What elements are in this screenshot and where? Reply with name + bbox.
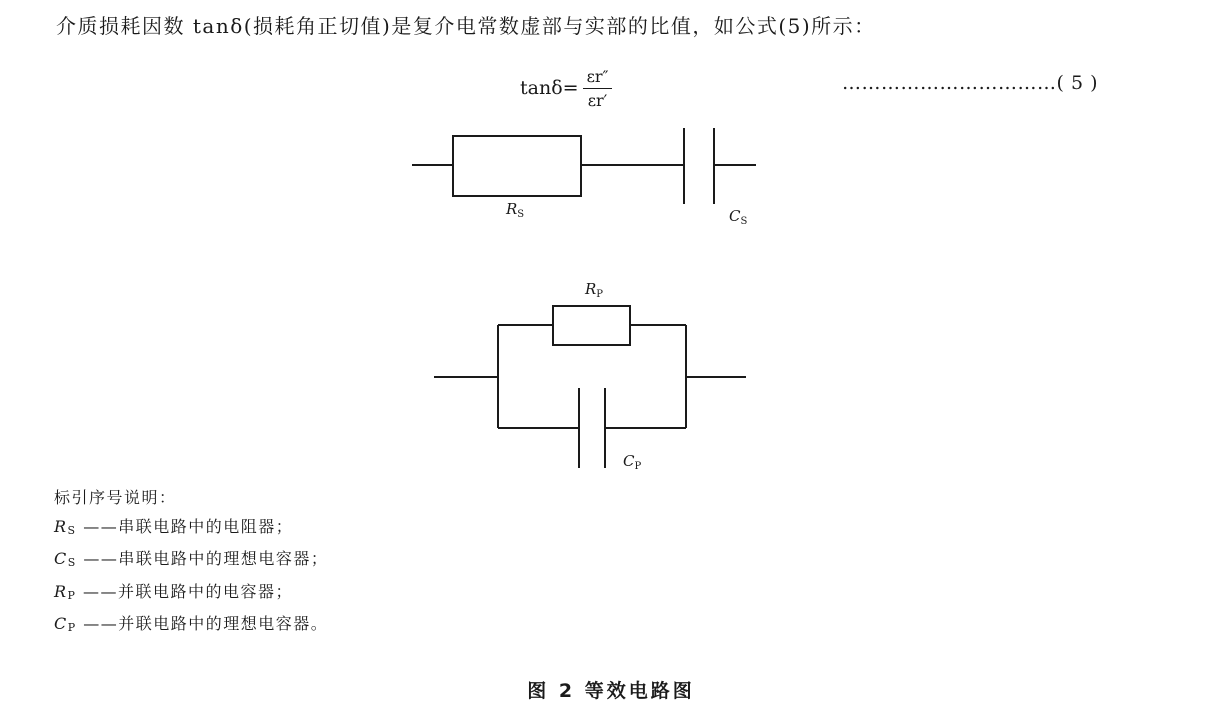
formula-number: ……………………………( 5 ): [842, 72, 1098, 94]
parallel-circuit: [434, 306, 746, 468]
formula-lhs: tanδ=: [520, 77, 579, 99]
legend-item: RS ——串联电路中的电阻器；: [54, 516, 294, 537]
formula-denominator: εr′: [587, 90, 608, 110]
series-circuit: [412, 128, 756, 204]
label-rp: $R_P$: [585, 280, 604, 300]
legend-item: RP ——并联电路中的电容器；: [54, 581, 294, 602]
label-cs: $C_S$: [729, 207, 748, 227]
formula-numerator: εr″: [586, 66, 609, 86]
figure-caption: 图 2 等效电路图: [527, 680, 695, 702]
legend-title: 标引序号说明：: [54, 488, 177, 507]
label-cp: $C_P$: [623, 452, 642, 472]
parallel-resistor: [553, 306, 630, 345]
label-rs: $R_S$: [506, 200, 525, 220]
legend-item: CS ——串联电路中的理想电容器；: [54, 549, 329, 569]
legend-item: CP ——并联电路中的理想电容器。: [54, 614, 329, 634]
legend: [54, 484, 328, 643]
series-resistor: [453, 136, 581, 196]
intro-paragraph: 介质损耗因数 tanδ(损耗角正切值)是复介电常数虚部与实部的比值，如公式(5)所示：: [56, 14, 876, 38]
